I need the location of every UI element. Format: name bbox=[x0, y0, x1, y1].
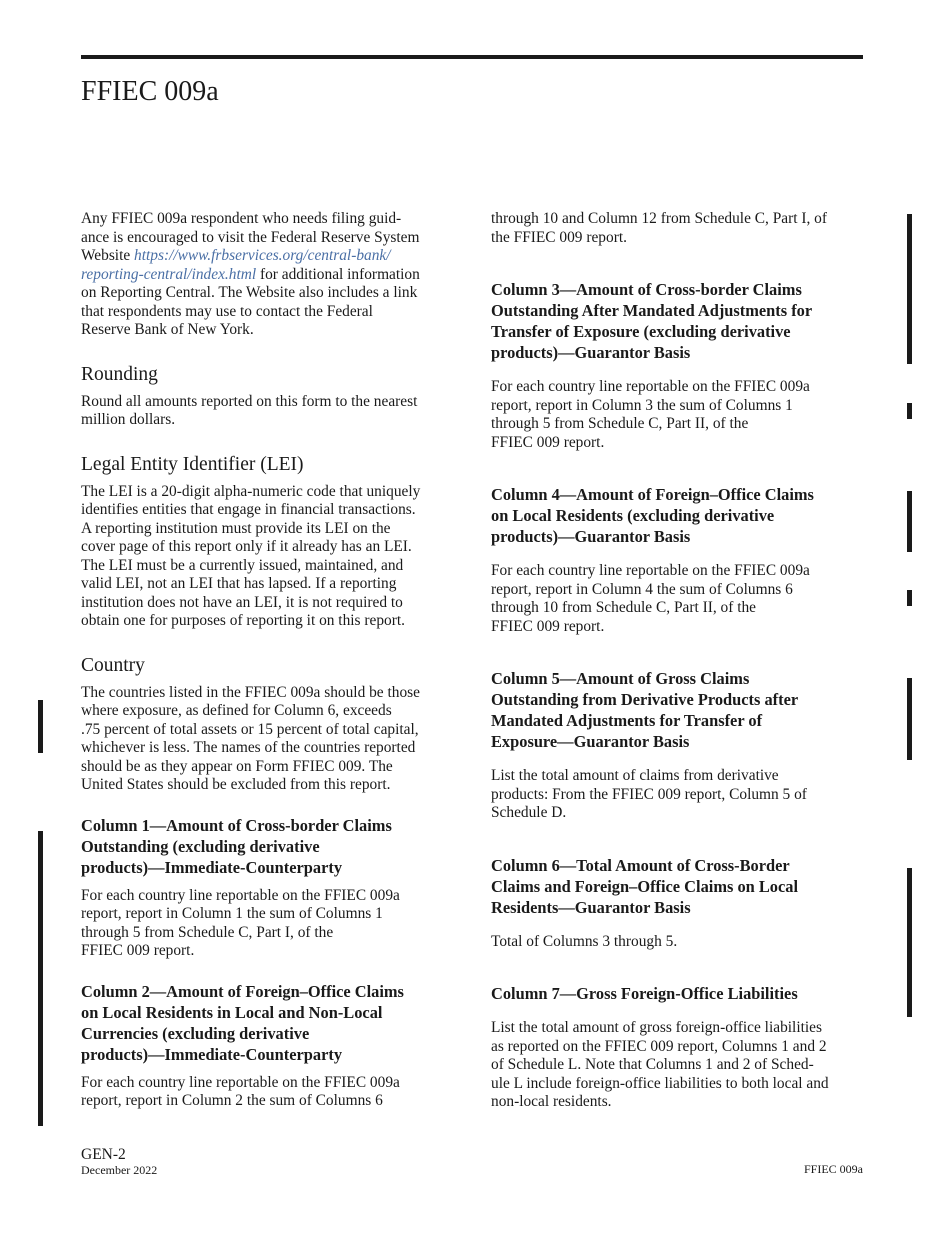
column-6-heading: Column 6—Total Amount of Cross-Border Claims and Foreign–Office Claims on Local Residents—Guarantor Basis bbox=[491, 855, 799, 917]
change-bar bbox=[907, 491, 912, 552]
rounding-heading: Rounding bbox=[81, 363, 158, 385]
column-2-text-end: through 10 and Column 12 from Schedule C, Part I, of the FFIEC 009 report. bbox=[491, 210, 827, 246]
column-3-text: For each country line reportable on the FFIEC 009a report, report in Column 3 the sum of Columns 1 through 5 from Schedule C, Part II, of the FFIEC 009 report. bbox=[491, 378, 810, 451]
footer-page-number: GEN-2 bbox=[81, 1146, 126, 1163]
change-bar bbox=[907, 214, 912, 364]
change-bar bbox=[907, 590, 912, 606]
left-column bbox=[81, 210, 456, 1111]
column-7-text: List the total amount of gross foreign-office liabilities as reported on the FFIEC 009 report, Columns 1 and 2 of Schedule L. Note that Columns 1 and 2 of Sched- ule L include foreign-office liabilities to both local and non-local residents. bbox=[491, 1019, 829, 1110]
column-2-heading: Column 2—Amount of Foreign–Office Claims on Local Residents in Local and Non-Local Currencies (excluding derivative products)—Immediate-Counterparty bbox=[81, 981, 404, 1064]
change-bar bbox=[907, 868, 912, 1017]
lei-heading: Legal Entity Identifier (LEI) bbox=[81, 453, 304, 475]
change-bar bbox=[907, 678, 912, 760]
footer-form-name: FFIEC 009a bbox=[803, 1162, 863, 1176]
country-heading: Country bbox=[81, 654, 145, 676]
lei-text: The LEI is a 20-digit alpha-numeric code that uniquely identifies entities that engage in financial transactions. A reporting institution must provide its LEI on the cover page of this report only if it already has an LEI. The LEI must be a currently issued, maintained, and valid LEI, not an LEI that has lapsed. If a reporting institution does not have an LEI, it is not required to obtain one for purposes of reporting it on this report. bbox=[81, 482, 421, 629]
change-bar bbox=[907, 403, 912, 419]
country-text: The countries listed in the FFIEC 009a should be those where exposure, as defined for Column 6, exceeds .75 percent of total assets or 15 percent of total capital, whichever is less. The names of the countries reported should be as they appear on Form FFIEC 009. The United States should be excluded from this report. bbox=[81, 683, 420, 793]
column-5-text: List the total amount of claims from derivative products: From the FFIEC 009 report, Column 5 of Schedule D. bbox=[491, 767, 807, 821]
column-4-heading: Column 4—Amount of Foreign–Office Claims on Local Residents (excluding derivative products)—Guarantor Basis bbox=[491, 485, 814, 546]
top-rule bbox=[81, 55, 863, 59]
change-bar bbox=[38, 700, 43, 753]
intro-text-before: Any FFIEC 009a respondent who needs filing guid- ance is encouraged to visit the Federal Reserve System Website bbox=[81, 210, 420, 264]
column-7-heading: Column 7—Gross Foreign-Office Liabilities bbox=[491, 984, 798, 1003]
column-1-heading: Column 1—Amount of Cross-border Claims Outstanding (excluding derivative products)—Immediate-Counterparty bbox=[81, 815, 392, 877]
column-5-heading: Column 5—Amount of Gross Claims Outstanding from Derivative Products after Mandated Adjustments for Transfer of Exposure—Guarantor Basis bbox=[491, 669, 799, 751]
page-title: FFIEC 009a bbox=[81, 76, 219, 107]
intro-paragraph bbox=[81, 210, 456, 340]
intro-text-after: for additional information on Reporting Central. The Website also includes a link that respondents may use to contact the Federal Reserve Bank of New York. bbox=[81, 265, 420, 338]
column-2-text-start: For each country line reportable on the FFIEC 009a report, report in Column 2 the sum of Columns 6 bbox=[81, 1073, 400, 1109]
column-4-text: For each country line reportable on the FFIEC 009a report, report in Column 4 the sum of Columns 6 through 10 from Schedule C, Part II, of the FFIEC 009 report. bbox=[491, 562, 810, 635]
change-bar bbox=[38, 831, 43, 1126]
reporting-central-link[interactable]: https://www.frbservices.org/central-bank/ reporting-central/index.html bbox=[81, 247, 391, 283]
column-3-heading: Column 3—Amount of Cross-border Claims Outstanding After Mandated Adjustments for Transfer of Exposure (excluding derivative products)—Guarantor Basis bbox=[491, 280, 813, 362]
rounding-text: Round all amounts reported on this form to the nearest million dollars. bbox=[81, 392, 418, 428]
column-6-text: Total of Columns 3 through 5. bbox=[491, 932, 678, 950]
footer-date: December 2022 bbox=[81, 1163, 158, 1177]
right-column bbox=[491, 210, 863, 1112]
column-1-text: For each country line reportable on the FFIEC 009a report, report in Column 1 the sum of Columns 1 through 5 from Schedule C, Part I, of the FFIEC 009 report. bbox=[81, 886, 400, 959]
